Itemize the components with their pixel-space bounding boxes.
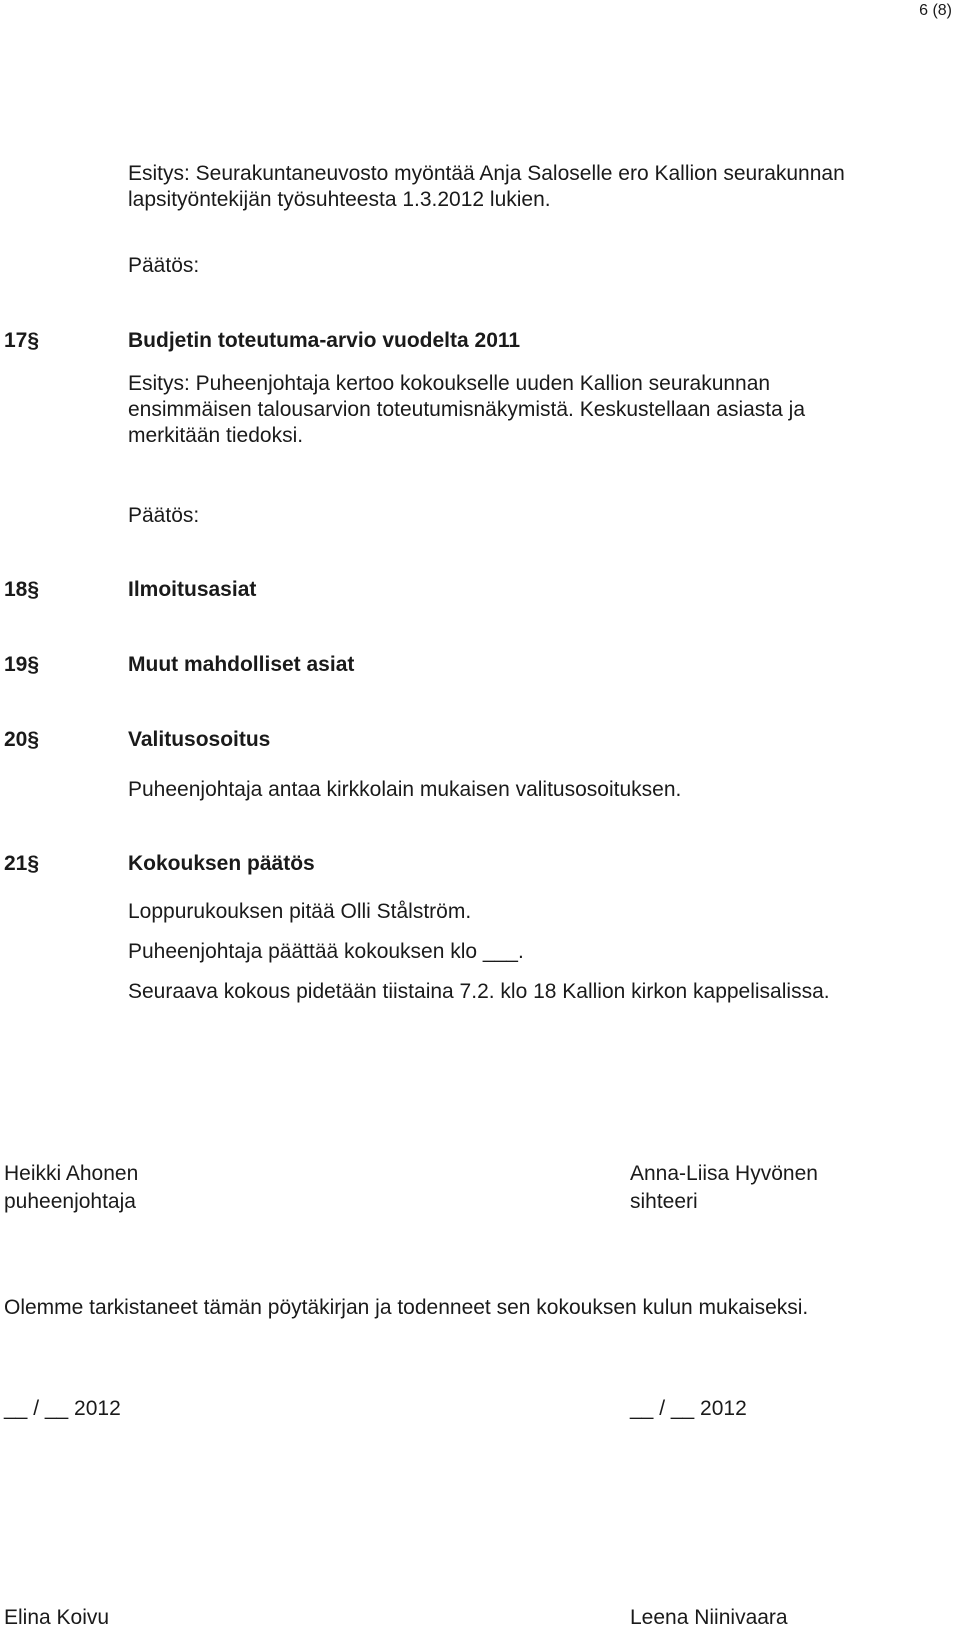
esitys-line-1: Esitys: Seurakuntaneuvosto myöntää Anja Saloselle ero Kallion seurakunnan bbox=[128, 162, 845, 185]
date-left: __ / __ 2012 bbox=[4, 1397, 121, 1420]
signature-left-name: Heikki Ahonen bbox=[4, 1162, 139, 1185]
section-title-17: Budjetin toteutuma-arvio vuodelta 2011 bbox=[128, 329, 521, 352]
section-21-line-1: Loppurukouksen pitää Olli Stålström. bbox=[128, 900, 472, 923]
section-mark: § bbox=[27, 653, 40, 676]
checker-right-name: Leena Niinivaara bbox=[630, 1606, 788, 1629]
section-17-line-2: ensimmäisen talousarvion toteutumisnäkymistä. Keskustellaan asiasta ja bbox=[128, 398, 805, 421]
section-number-20: 20§ bbox=[4, 728, 40, 751]
section-21-line-3: Seuraava kokous pidetään tiistaina 7.2. klo 18 Kallion kirkon kappelisalissa. bbox=[128, 980, 830, 1003]
section-21-line-2: Puheenjohtaja päättää kokouksen klo ___. bbox=[128, 940, 524, 963]
section-mark: § bbox=[27, 852, 40, 875]
paatos-label: Päätös: bbox=[128, 254, 200, 277]
signature-left-role: puheenjohtaja bbox=[4, 1190, 136, 1213]
section-20-line-1: Puheenjohtaja antaa kirkkolain mukaisen valitusosoituksen. bbox=[128, 778, 682, 801]
verification-text: Olemme tarkistaneet tämän pöytäkirjan ja todenneet sen kokouksen kulun mukaiseksi. bbox=[4, 1296, 809, 1319]
section-mark: § bbox=[27, 329, 40, 352]
section-title-18: Ilmoitusasiat bbox=[128, 578, 257, 601]
section-number-19: 19§ bbox=[4, 653, 40, 676]
page-number: 6 (8) bbox=[919, 2, 952, 19]
section-title-19: Muut mahdolliset asiat bbox=[128, 653, 355, 676]
section-number-18: 18§ bbox=[4, 578, 40, 601]
checker-left-name: Elina Koivu bbox=[4, 1606, 110, 1629]
signature-right-role: sihteeri bbox=[630, 1190, 698, 1213]
section-mark: § bbox=[27, 578, 40, 601]
section-17-line-1: Esitys: Puheenjohtaja kertoo kokoukselle uuden Kallion seurakunnan bbox=[128, 372, 771, 395]
date-right: __ / __ 2012 bbox=[630, 1397, 747, 1420]
esitys-line-2: lapsityöntekijän työsuhteesta 1.3.2012 lukien. bbox=[128, 188, 551, 211]
section-number-21: 21§ bbox=[4, 852, 40, 875]
section-17-paatos-label: Päätös: bbox=[128, 504, 200, 527]
section-mark: § bbox=[27, 728, 40, 751]
section-number-17: 17§ bbox=[4, 329, 40, 352]
section-title-21: Kokouksen päätös bbox=[128, 852, 315, 875]
section-17-line-3: merkitään tiedoksi. bbox=[128, 424, 304, 447]
signature-right-name: Anna-Liisa Hyvönen bbox=[630, 1162, 818, 1185]
section-title-20: Valitusosoitus bbox=[128, 728, 271, 751]
